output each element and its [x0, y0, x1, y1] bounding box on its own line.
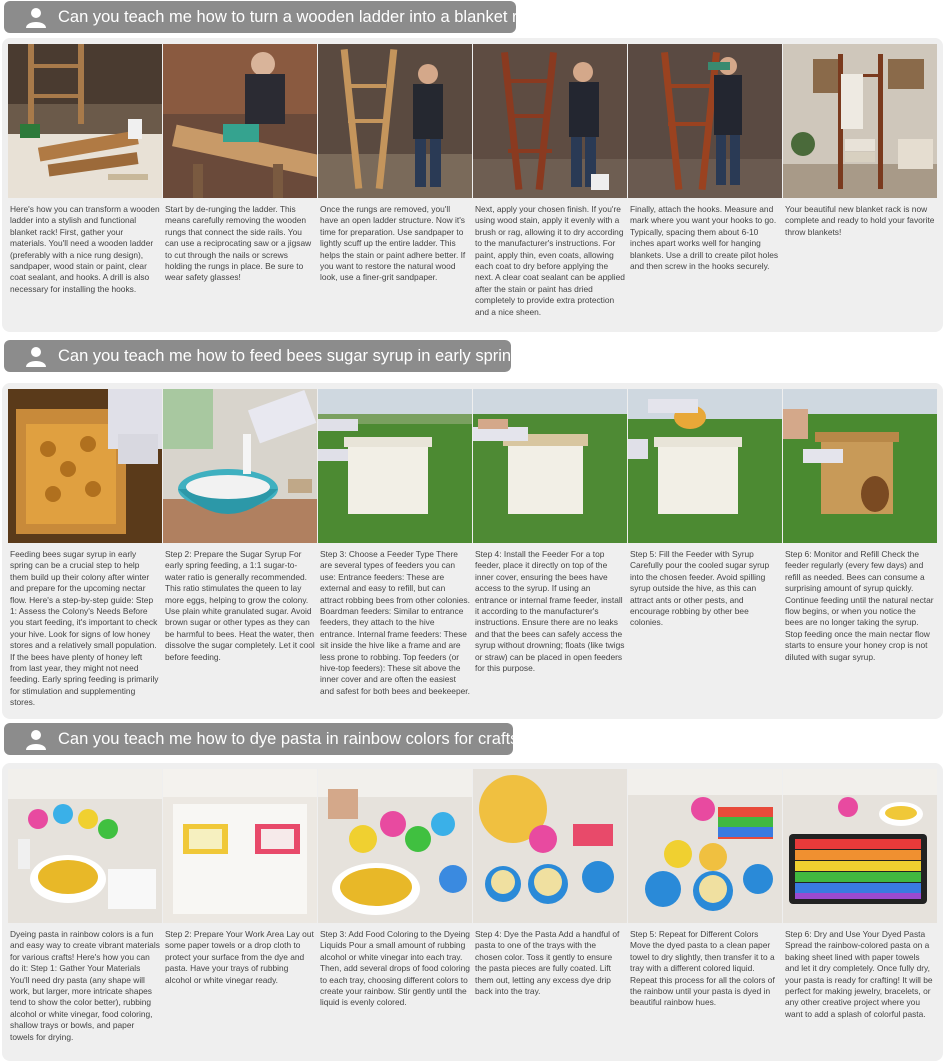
step-text: Step 2: Prepare the Sugar Syrup For early spring feeding, a 1:1 sugar-to-water ratio is generally recommended. This ratio stimulates the queen to lay more eggs, helping to grow the colony. Use plain white granulated sugar. Avoid brown sugar or other types as they can be harmful to bees. Heat the water, then dissolve the sugar completely. Let it cool before feeding. — [165, 549, 315, 662]
question-text: Can you teach me how to feed bees sugar syrup in early spring? — [58, 346, 530, 365]
step-card — [628, 389, 782, 629]
step-image — [318, 769, 472, 923]
step-card — [628, 769, 782, 1009]
step-image — [163, 44, 317, 198]
step-text: Your beautiful new blanket rack is now complete and ready to hold your favorite throw blankets! — [785, 204, 935, 237]
step-image — [163, 769, 317, 923]
steps-panel-ladder — [2, 38, 943, 332]
step-image — [783, 44, 937, 198]
step-text: Step 4: Dye the Pasta Add a handful of pasta to one of the trays with the chosen color. Toss it gently to ensure the pasta pieces are fully coated. Lift them out, letting any excess dye drip back into the tray. — [475, 929, 620, 997]
step-image — [783, 769, 937, 923]
step-card — [8, 389, 162, 709]
question-text: Can you teach me how to turn a wooden ladder into a blanket rack? — [58, 7, 553, 26]
step-card — [318, 769, 472, 1009]
steps-panel-pasta — [2, 763, 943, 1061]
step-image — [783, 389, 937, 543]
step-image — [318, 389, 472, 543]
step-image — [473, 769, 627, 923]
step-image — [8, 44, 162, 198]
step-image — [473, 44, 627, 198]
step-image — [8, 769, 162, 923]
step-text: Step 6: Monitor and Refill Check the feeder regularly (every few days) and refill as needed. Bees can consume a surprising amount of syrup quickly. Continue feeding until the natural nectar flow begins, or when you notice the bees are no longer taking the syrup. Stop feeding once the main nectar flow starts to ensure your honey crop is not diluted with sugar syrup. — [785, 549, 934, 662]
step-card — [163, 769, 317, 986]
step-card — [628, 44, 782, 272]
question-bar-ladder — [4, 1, 553, 33]
question-bar-pasta — [4, 723, 528, 755]
step-image — [8, 389, 162, 543]
step-text: Step 6: Dry and Use Your Dyed Pasta Spread the rainbow-colored pasta on a baking sheet lined with paper towels and let it dry completely. Once fully dry, your pasta is ready for crafting! It will be perfect for making jewelry, bracelets, or any other creative project where you want to add a splash of colorful pasta. — [785, 929, 933, 1019]
steps-panel-bees — [2, 383, 943, 719]
step-image — [628, 769, 782, 923]
user-icon — [24, 344, 48, 368]
step-text: Step 2: Prepare Your Work Area Lay out some paper towels or a drop cloth to protect your surface from the dye and pasta. Have your trays of rubbing alcohol or white vinegar ready. — [165, 929, 314, 985]
step-text: Finally, attach the hooks. Measure and mark where you want your hooks to go. Typically, spacing them about 6-10 inches apart works well for hanging blankets. Use a drill to create pilot holes and then screw in the hooks securely. — [630, 204, 779, 272]
step-text: Start by de-runging the ladder. This means carefully removing the wooden rungs that connect the side rails. You can use a reciprocating saw or a jigsaw to cut through the nails or screws holding the rungs in place. Be sure to wear safety glasses! — [165, 204, 312, 283]
step-card — [318, 44, 472, 284]
step-text: Once the rungs are removed, you'll have an open ladder structure. Now it's time for preparation. Use sandpaper to lightly scuff up the entire ladder. This helps the stain or paint adhere better. If you want to restore the natural wood look, use a finer-grit sandpaper. — [320, 204, 466, 283]
step-text: Next, apply your chosen finish. If you're using wood stain, apply it evenly with a brush or rag, allowing it to dry according to the manufacturer's instructions. For paint, apply thin, even coats, allowing each coat to dry before applying the next. A clear coat sealant can be applied after the stain or paint has dried completely to provide extra protection and a nice sheen. — [475, 204, 625, 317]
step-text: Step 3: Add Food Coloring to the Dyeing Liquids Pour a small amount of rubbing alcohol or white vinegar into each tray. Then, add several drops of food coloring to each tray, choosing different colors to create your rainbow. Stir gently until the liquid is evenly colored. — [320, 929, 470, 1008]
step-card — [318, 389, 472, 697]
question-text: Can you teach me how to dye pasta in rainbow colors for crafts? — [58, 729, 528, 748]
step-image — [163, 389, 317, 543]
step-card — [473, 769, 627, 997]
step-text: Step 4: Install the Feeder For a top feeder, place it directly on top of the inner cover, ensuring the bees have access to the syrup. If using an entrance or internal frame feeder, install it according to the manufacturer's instructions. Ensure there are no leaks and that the bees can safely access the syrup without drowning; floats (like twigs or straw) can be placed in open feeders for this purpose. — [475, 549, 625, 674]
step-image — [473, 389, 627, 543]
step-card — [783, 769, 937, 1020]
step-image — [628, 389, 782, 543]
step-text: Step 5: Repeat for Different Colors Move the dyed pasta to a clean paper towel to dry slightly, then transfer it to a tray with a different colored liquid. Repeat this process for all the colors of the rainbow until your pasta is dyed in beautiful rainbow hues. — [630, 929, 775, 1008]
user-icon — [24, 727, 48, 751]
step-card — [783, 389, 937, 663]
step-card — [163, 389, 317, 663]
step-card — [473, 44, 627, 318]
step-text: Step 5: Fill the Feeder with Syrup Carefully pour the cooled sugar syrup into the chosen feeder. Avoid spilling syrup outside the hive, as this can attract ants or other pests, and encourage robbing by other bee colonies. — [630, 549, 770, 628]
step-card — [8, 769, 162, 1043]
step-image — [318, 44, 472, 198]
step-card — [783, 44, 937, 238]
step-text: Here's how you can transform a wooden ladder into a stylish and functional blanket rack! First, gather your materials. You'll need a wooden ladder (preferably with a nice rung design), sandpaper, wood stain or paint, clear coat sealant, and hooks. A drill is also necessary for installing the hooks. — [10, 204, 160, 294]
step-card — [163, 44, 317, 284]
step-card — [8, 44, 162, 295]
question-bar-bees — [4, 340, 530, 372]
step-text: Step 3: Choose a Feeder Type There are several types of feeders you can use: Entrance feeders: These are external and easy to refill, but can attract robbing bees from other colonies. Boardman feeders: Similar to entrance feeders, they attach to the hive entrance. Internal frame feeders: These sit inside the hive like a frame and are less prone to robbing. Top feeders (or hive-top feeders): These sit above the inner cover and are often the easiest and safest for both bees and beekeeper. — [320, 549, 470, 696]
step-text: Dyeing pasta in rainbow colors is a fun and easy way to create vibrant materials for various crafts! Here's how you can do it: Step 1: Gather Your Materials You'll need dry pasta (any shape will work, but larger, more intricate shapes tend to show the color better), rubbing alcohol or white vinegar, food coloring, shallow trays or bowls, and paper towels for drying. — [10, 929, 160, 1042]
step-card — [473, 389, 627, 674]
user-icon — [24, 5, 48, 29]
step-image — [628, 44, 782, 198]
step-text: Feeding bees sugar syrup in early spring can be a crucial step to help them build up their colony after winter and prepare for the upcoming nectar flow. Here's a step-by-step guide: Step 1: Assess the Colony's Needs Before you start feeding, it's important to check your hive. Look for signs of low honey stores and a relatively small population. If the bees have plenty of honey left from last year, they might not need feeding. Early spring feeding is primarily for stimulation and supplementing stores. — [10, 549, 159, 708]
